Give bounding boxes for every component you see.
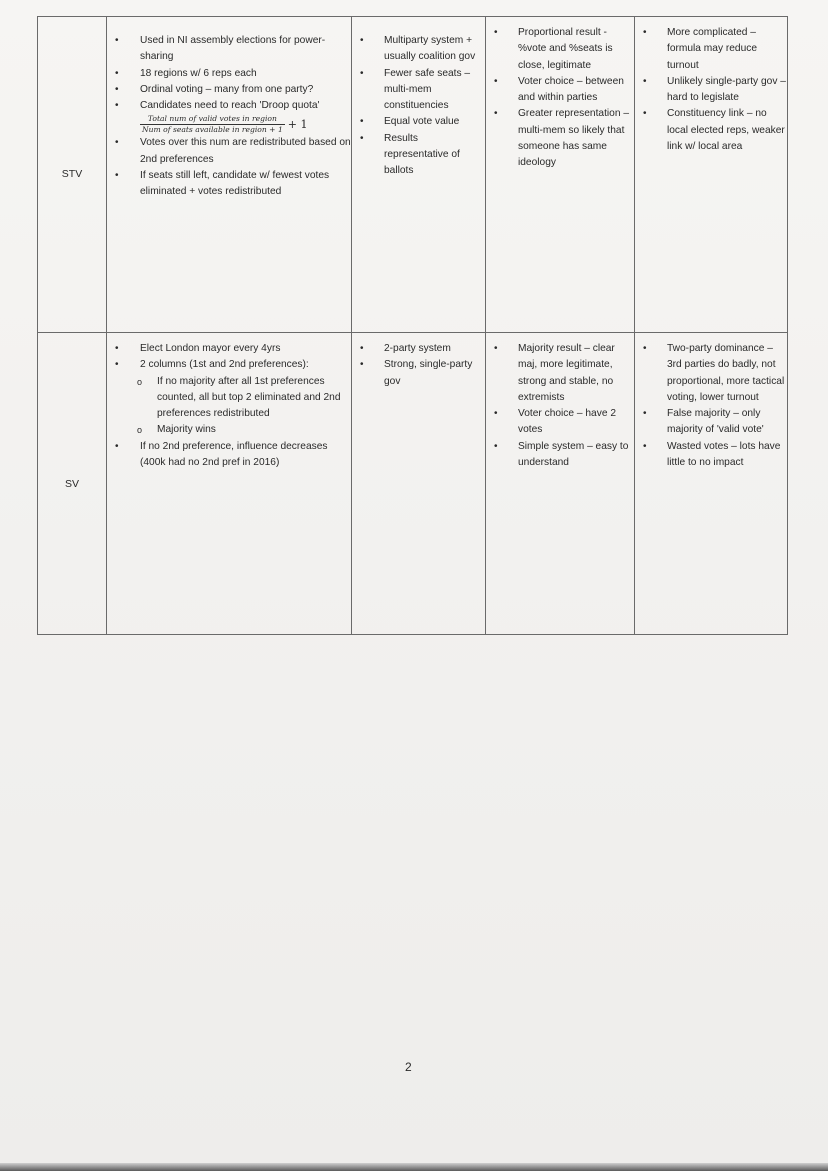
- features-cell: [352, 17, 486, 333]
- formula-plus-one: + 1: [287, 117, 308, 131]
- list-item: [107, 357, 351, 373]
- list-item: • Elect London mayor every 4yrs: [107, 341, 351, 357]
- details-cell: [107, 333, 352, 635]
- list-item-text: 2 columns (1st and 2nd preferences):: [140, 359, 309, 371]
- list-item: • Multiparty system + usually coalition gov: [352, 33, 485, 66]
- list-item: • Strong, single-party gov: [352, 357, 485, 390]
- list-item: • Candidates need to reach 'Droop quota': [107, 98, 351, 114]
- advantages-list: [486, 341, 634, 471]
- list-item: • Voter choice – between and within parties: [486, 74, 634, 107]
- list-item: • Fewer safe seats – multi-mem constituencies: [352, 66, 485, 115]
- list-item: • Greater representation – multi-mem so likely that someone has same ideology: [486, 106, 634, 171]
- list-item: • Voter choice – have 2 votes: [486, 406, 634, 439]
- advantages-cell: [486, 333, 635, 635]
- formula-fraction: [140, 114, 285, 135]
- system-name-cell: [38, 17, 107, 333]
- list-item: • Results representative of ballots: [352, 131, 485, 180]
- list-item: • If no 2nd preference, influence decreases (400k had no 2nd pref in 2016): [107, 439, 351, 472]
- system-name-cell: [38, 333, 107, 635]
- list-item: • Ordinal voting – many from one party?: [107, 82, 351, 98]
- features-list: [352, 33, 485, 180]
- formula-denominator: Num of seats available in region + 1: [142, 125, 283, 135]
- list-item: • If seats still left, candidate w/ fewest votes eliminated + votes redistributed: [107, 168, 351, 201]
- details-cell: [107, 17, 352, 333]
- disadvantages-cell: [635, 333, 788, 635]
- features-list: [352, 341, 485, 390]
- page-bottom-edge: [0, 1163, 828, 1171]
- list-item: • Used in NI assembly elections for power-sharing: [107, 33, 351, 66]
- list-item: • Majority result – clear maj, more legitimate, strong and stable, no extremists: [486, 341, 634, 406]
- electoral-systems-table: [37, 16, 788, 635]
- list-item: • More complicated – formula may reduce turnout: [635, 25, 787, 74]
- features-cell: [352, 333, 486, 635]
- table-row-stv: [38, 17, 788, 333]
- list-item: • False majority – only majority of 'valid vote': [635, 406, 787, 439]
- details-sublist: [107, 374, 351, 439]
- droop-quota-formula: [107, 114, 351, 135]
- list-item: • Unlikely single-party gov – hard to legislate: [635, 74, 787, 107]
- sub-list-item: o If no majority after all 1st preferences counted, all but top 2 eliminated and 2nd preferences redistributed: [107, 374, 351, 423]
- details-list: [107, 33, 351, 114]
- disadvantages-list: [635, 25, 787, 155]
- details-list: [107, 439, 351, 472]
- list-item: • Proportional result - %vote and %seats is close, legitimate: [486, 25, 634, 74]
- list-item: • Equal vote value: [352, 114, 485, 130]
- system-name-sv: SV: [64, 477, 79, 490]
- list-item: • Constituency link – no local elected reps, weaker link w/ local area: [635, 106, 787, 155]
- disadvantages-cell: [635, 17, 788, 333]
- advantages-cell: [486, 17, 635, 333]
- list-item: • Simple system – easy to understand: [486, 439, 634, 472]
- system-name-stv: STV: [61, 168, 83, 181]
- disadvantages-list: [635, 341, 787, 471]
- list-item: • Wasted votes – lots have little to no impact: [635, 439, 787, 472]
- list-item: • 18 regions w/ 6 reps each: [107, 66, 351, 82]
- list-item: • 2-party system: [352, 341, 485, 357]
- sub-list-item: o Majority wins: [107, 422, 351, 438]
- list-item: • Votes over this num are redistributed based on 2nd preferences: [107, 135, 351, 168]
- list-item: • Two-party dominance – 3rd parties do badly, not proportional, more tactical voting, lower turnout: [635, 341, 787, 406]
- page-number: 2: [405, 1060, 412, 1074]
- details-list: [107, 135, 351, 200]
- advantages-list: [486, 25, 634, 172]
- table-row-sv: [38, 333, 788, 635]
- formula-numerator: Total num of valid votes in region: [140, 114, 285, 125]
- details-list: [107, 341, 351, 374]
